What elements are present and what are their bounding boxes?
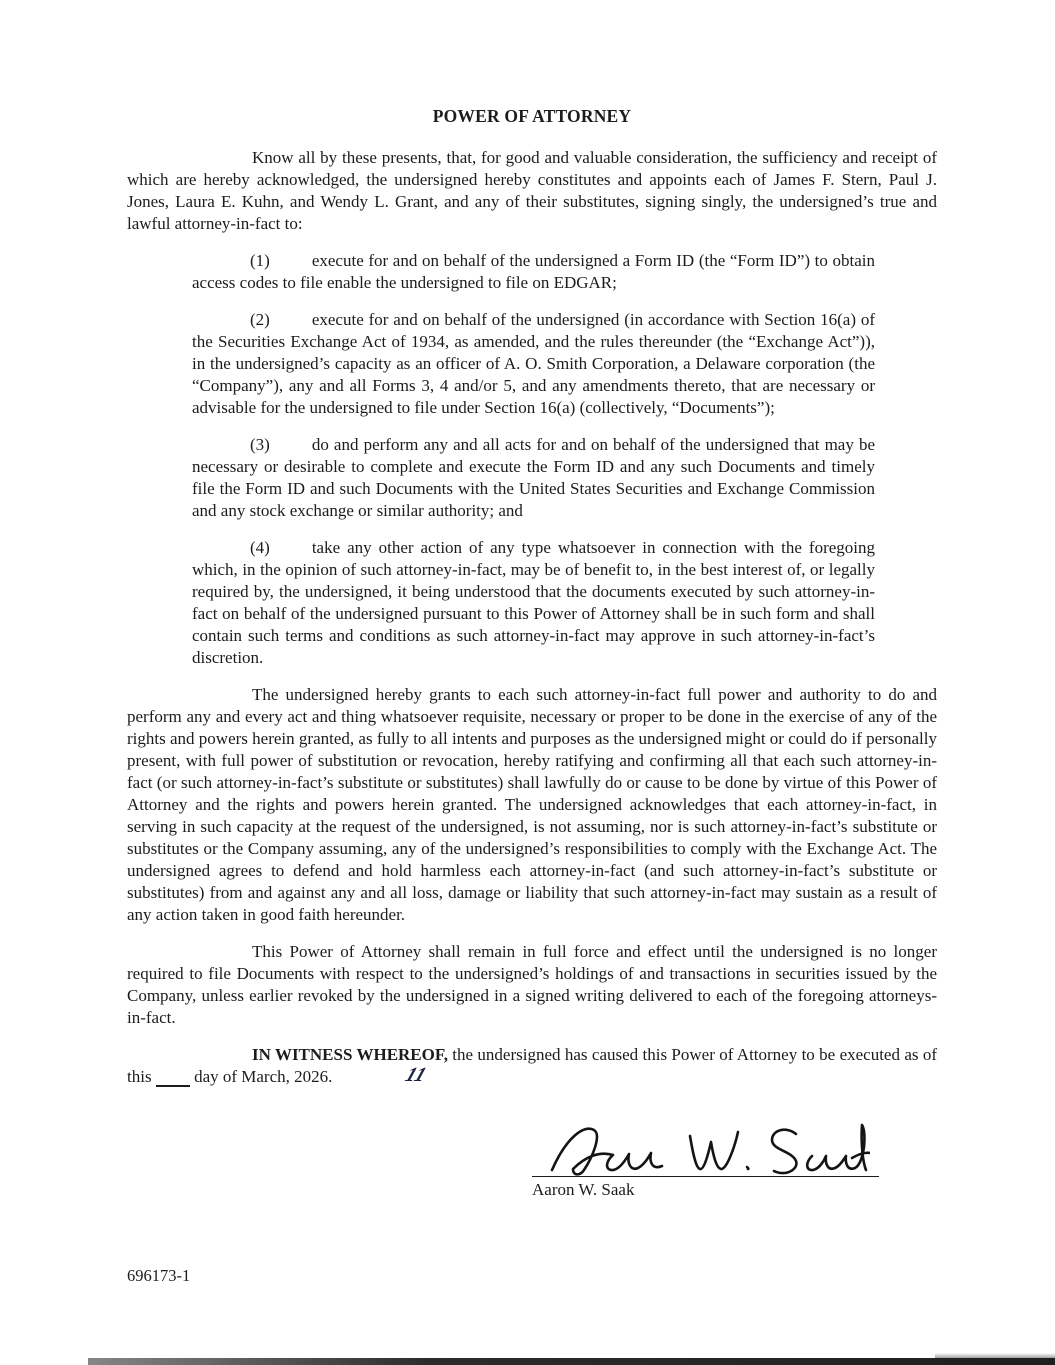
- item-text: execute for and on behalf of the undersigned a Form ID (the “Form ID”) to obtain access codes to file enable the undersigned to file on EDGAR;: [192, 251, 875, 292]
- scan-edge-shadow: [88, 1358, 1055, 1365]
- document-title: POWER OF ATTORNEY: [432, 106, 632, 126]
- numbered-item-1: [192, 250, 875, 294]
- signature-line: [532, 1114, 879, 1177]
- item-number: (4): [250, 538, 270, 557]
- grant-paragraph: The undersigned hereby grants to each such attorney-in-fact full power and authority to do and perform any and every act and thing whatsoever requisite, necessary or proper to be done in the exercise of any of the rights and powers herein granted, as fully to all intents and purposes as the undersigned might or could do if personally present, with full power of substitution or revocation, hereby ratifying and confirming all that each such attorney-in-fact (or such attorney-in-fact’s substitute or substitutes) shall lawfully do or cause to be done by virtue of this Power of Attorney and the rights and powers herein granted. The undersigned acknowledges that each attorney-in-fact, in serving in such capacity at the request of the undersigned, is not assuming, nor is such attorney-in-fact’s substitute or substitutes or the Company assuming, any of the undersigned’s responsibilities to comply with the Exchange Act. The undersigned agrees to defend and hold harmless each attorney-in-fact (and such attorney-in-fact’s substitute or substitutes) from and against any and all loss, damage or liability that such attorney-in-fact may sustain as a result of any action taken in good faith hereunder.: [127, 685, 937, 924]
- item-number: (3): [250, 435, 270, 454]
- item-number: (2): [250, 310, 270, 329]
- handwritten-signature-icon: [540, 1118, 870, 1182]
- item-number: (1): [250, 251, 270, 270]
- document-control-number: 696173-1: [127, 1266, 191, 1285]
- witness-text-end: day of March, 2026.: [189, 1067, 333, 1086]
- item-text: do and perform any and all acts for and on behalf of the undersigned that may be necessary or desirable to complete and execute the Form ID and any such Documents and timely file the Form ID and such Documents with the United States Securities and Exchange Commission and any stock exchange or similar authority; and: [192, 435, 875, 520]
- numbered-item-4: [192, 537, 875, 669]
- numbered-item-2: [192, 309, 875, 419]
- witness-paragraph: [127, 1044, 937, 1088]
- witness-text: the undersigned has caused this Power of Attorney to be executed as of this: [127, 1045, 938, 1086]
- intro-paragraph: Know all by these presents, that, for good and valuable consideration, the sufficiency and receipt of which are hereby acknowledged, the undersigned hereby constitutes and appoints each of James F. Stern, Paul J. Jones, Laura E. Kuhn, and Wendy L. Grant, and any of their substitutes, signing singly, the undersigned’s true and lawful attorney-in-fact to:: [127, 148, 937, 233]
- witness-bold-lead: IN WITNESS WHEREOF,: [252, 1045, 448, 1064]
- signatory-name: Aaron W. Saak: [532, 1180, 635, 1199]
- duration-paragraph: This Power of Attorney shall remain in full force and effect until the undersigned is no longer required to file Documents with respect to the undersigned’s holdings of and transactions in securities issued by the Company, unless earlier revoked by the undersigned in a signed writing delivered to each of the foregoing attorneys-in-fact.: [127, 942, 937, 1027]
- item-text: take any other action of any type whatsoever in connection with the foregoing which, in the opinion of such attorney-in-fact, may be of benefit to, in the best interest of, or legally required by, the undersigned, it being understood that the documents executed by such attorney-in-fact on behalf of the undersigned pursuant to this Power of Attorney shall be in such form and shall contain such terms and conditions as such attorney-in-fact may approve in such attorney-in-fact’s discretion.: [192, 538, 875, 667]
- item-text: execute for and on behalf of the undersigned (in accordance with Section 16(a) of the Securities Exchange Act of 1934, as amended, and the rules thereunder (the “Exchange Act”)), in the undersigned’s capacity as an officer of A. O. Smith Corporation, a Delaware corporation (the “Company”), any and all Forms 3, 4 and/or 5, and any amendments thereto, that are necessary or advisable for the undersigned to file under Section 16(a) (collectively, “Documents”);: [192, 310, 875, 417]
- handwritten-day: 11: [402, 1064, 430, 1086]
- signature-block: [532, 1114, 879, 1201]
- numbered-item-3: [192, 434, 875, 522]
